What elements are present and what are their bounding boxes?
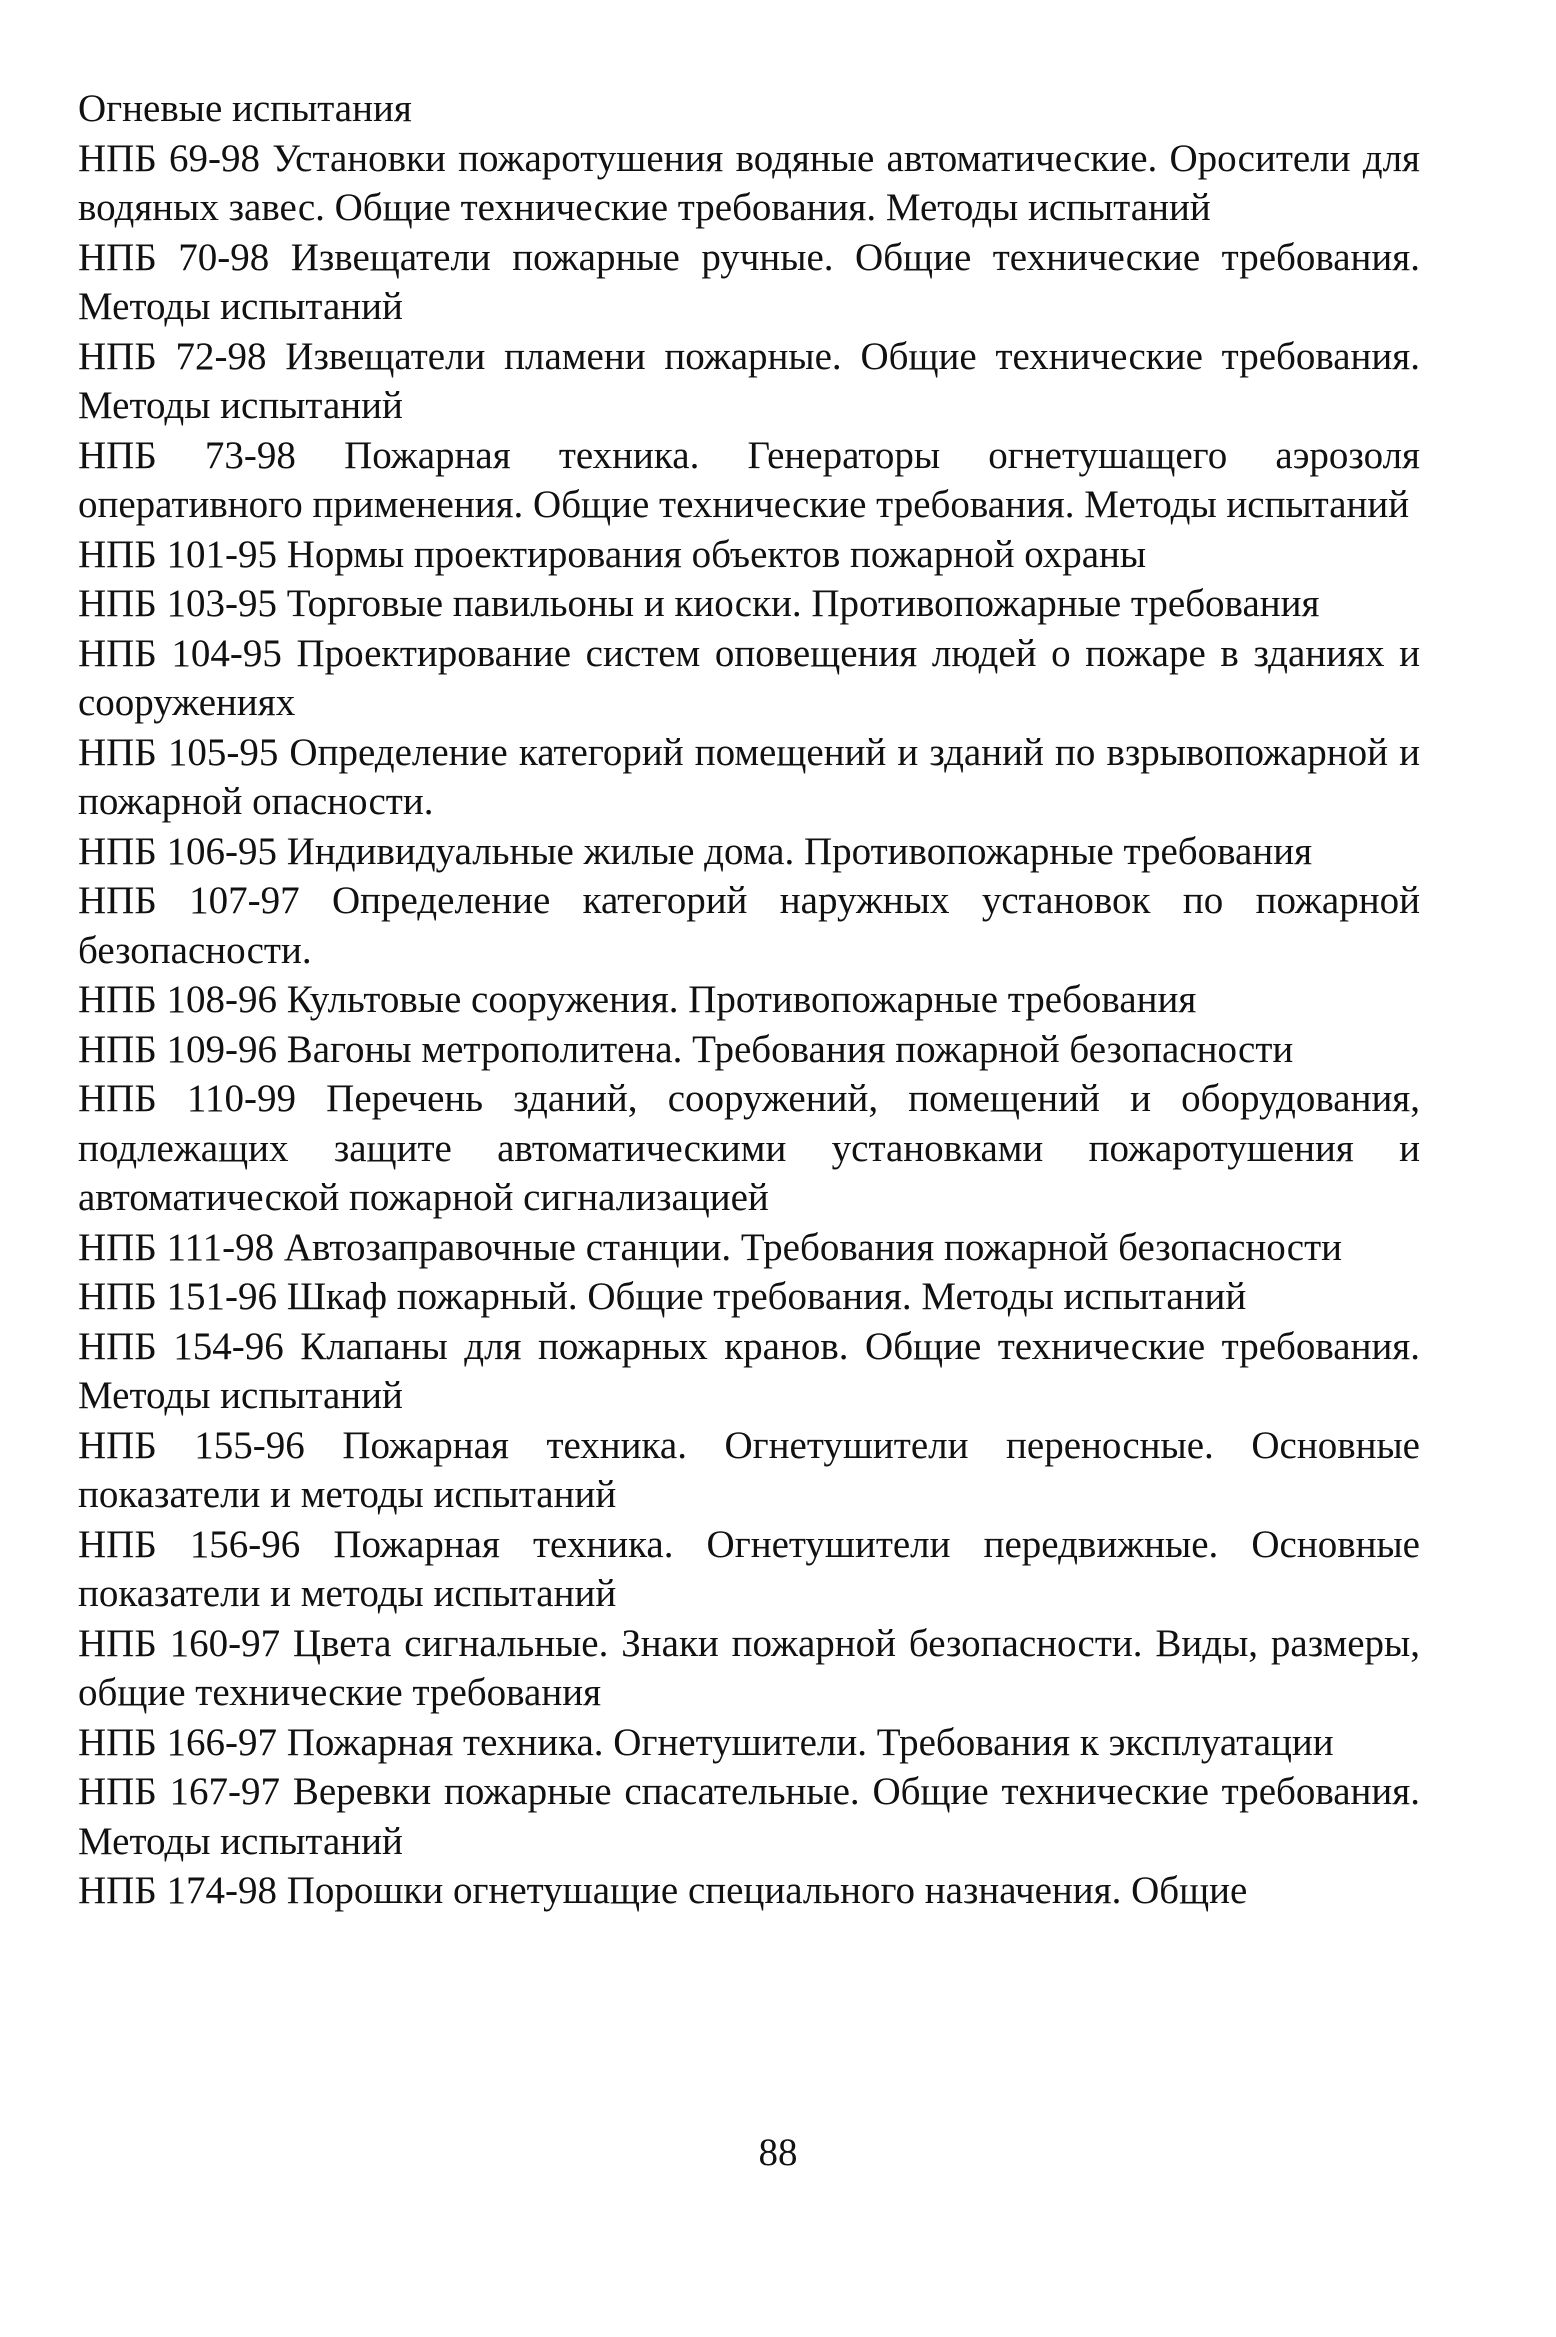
standard-entry: НПБ 174-98 Порошки огнетушащие специального назначения. Общие [78,1869,1248,1912]
standard-entry: НПБ 70-98 Извещатели пожарные ручные. Общие технические требования. Методы испытаний [78,235,1420,328]
standard-entry: НПБ 107-97 Определение категорий наружных установок по пожарной безопасности. [78,879,1420,972]
standard-entry: НПБ 160-97 Цвета сигнальные. Знаки пожарной безопасности. Виды, размеры, общие технические требования [78,1621,1420,1714]
standard-entry: НПБ 109-96 Вагоны метрополитена. Требования пожарной безопасности [78,1027,1294,1071]
standard-entry: НПБ 69-98 Установки пожаротушения водяные автоматические. Оросители для водяных завес. Общие технические требования. Методы испытаний [78,136,1420,229]
standard-entry: НПБ 104-95 Проектирование систем оповещения людей о пожаре в зданиях и сооружениях [78,631,1420,724]
standard-entry: НПБ 73-98 Пожарная техника. Генераторы огнетушащего аэрозоля оперативного применения. Общие технические требования. Методы испытаний [78,433,1420,526]
standard-entry: НПБ 154-96 Клапаны для пожарных кранов. Общие технические требования. Методы испытаний [78,1324,1420,1417]
standard-entry: НПБ 110-99 Перечень зданий, сооружений, помещений и оборудования, подлежащих защите автоматическими установками пожаротушения и автоматической пожарной сигнализацией [78,1077,1420,1219]
standard-entry: НПБ 106-95 Индивидуальные жилые дома. Противопожарные требования [78,829,1313,873]
standard-entry: НПБ 103-95 Торговые павильоны и киоски. Противопожарные требования [78,582,1320,625]
page-number: 88 [758,2131,798,2174]
document-line: Огневые испытания [78,87,412,130]
standard-entry: НПБ 108-96 Культовые сооружения. Противопожарные требования [78,978,1197,1021]
standard-entry: НПБ 155-96 Пожарная техника. Огнетушители переносные. Основные показатели и методы испытаний [78,1423,1420,1516]
standard-entry: НПБ 101-95 Нормы проектирования объектов пожарной охраны [78,532,1147,576]
standard-entry: НПБ 151-96 Шкаф пожарный. Общие требования. Методы испытаний [78,1275,1247,1318]
standard-entry: НПБ 156-96 Пожарная техника. Огнетушители передвижные. Основные показатели и методы испытаний [78,1522,1420,1615]
document-body [78,84,1420,1916]
standard-entry: НПБ 105-95 Определение категорий помещений и зданий по взрывопожарной и пожарной опасности. [78,730,1420,823]
standard-entry: НПБ 166-97 Пожарная техника. Огнетушители. Требования к эксплуатации [78,1720,1334,1764]
standard-entry: НПБ 111-98 Автозаправочные станции. Требования пожарной безопасности [78,1225,1342,1269]
standard-entry: НПБ 167-97 Веревки пожарные спасательные. Общие технические требования. Методы испытаний [78,1770,1420,1863]
standard-entry: НПБ 72-98 Извещатели пламени пожарные. Общие технические требования. Методы испытаний [78,334,1420,427]
